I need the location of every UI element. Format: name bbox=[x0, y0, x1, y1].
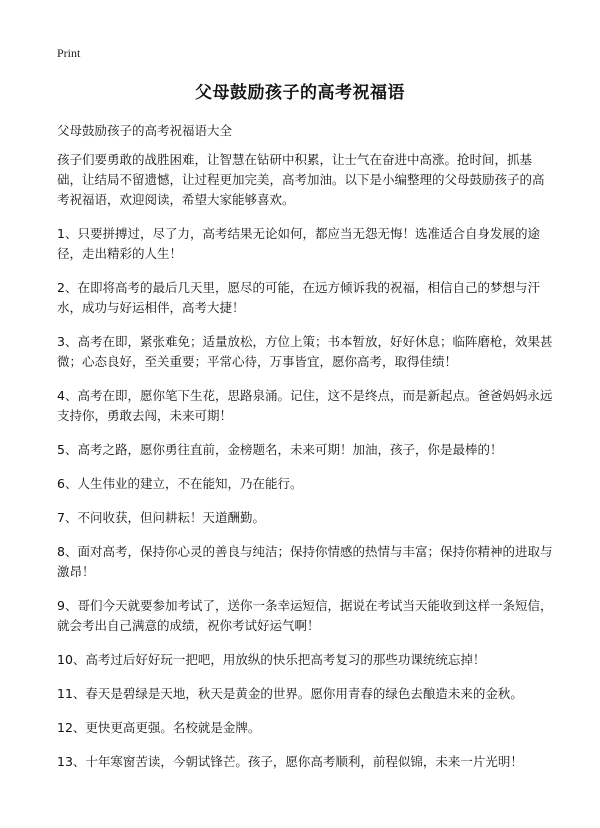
wish-item: 12、更快更高更强。名校就是金牌。 bbox=[57, 720, 261, 735]
wish-item: 1、只要拼搏过，尽了力，高考结果无论如何，都应当无怨无悔！选准适合自身发展的途径，走出精彩的人生！ bbox=[57, 226, 540, 261]
wish-item: 5、高考之路，愿你勇往直前，金榜题名，未来可期！加油，孩子，你是最棒的！ bbox=[57, 442, 503, 457]
wish-item: 4、高考在即，愿你笔下生花，思路泉涌。记住，这不是终点，而是新起点。爸爸妈妈永远支持你，勇敢去闯，未来可期！ bbox=[57, 388, 553, 423]
wish-item: 9、哥们今天就要参加考试了，送你一条幸运短信，据说在考试当天能收到这样一条短信，就会考出自己满意的成绩，祝你考试好运气啊！ bbox=[57, 598, 553, 633]
wish-item: 13、十年寒窗苦读，今朝试锋芒。孩子，愿你高考顺利，前程似锦，未来一片光明！ bbox=[57, 754, 523, 769]
wish-item: 10、高考过后好好玩一把吧，用放纵的快乐把高考复习的那些功课统统忘掉！ bbox=[57, 652, 486, 667]
wish-item: 11、春天是碧绿是天地，秋天是黄金的世界。愿你用青春的绿色去酿造未来的金秋。 bbox=[57, 686, 523, 701]
article-body bbox=[57, 150, 554, 786]
intro-paragraph: 孩子们要勇敢的战胜困难，让智慧在钻研中积累，让士气在奋进中高涨。抢时间，抓基础，让结局不留遗憾，让过程更加完美，高考加油。以下是小编整理的父母鼓励孩子的高考祝福语，欢迎阅读，希望大家能够喜欢。 bbox=[57, 152, 545, 207]
print-label: Print bbox=[57, 46, 81, 60]
wish-item: 8、面对高考，保持你心灵的善良与纯洁；保持你情感的热情与丰富；保持你精神的进取与激昂！ bbox=[57, 544, 553, 579]
page-subtitle: 父母鼓励孩子的高考祝福语大全 bbox=[57, 123, 233, 138]
wish-item: 7、不问收获，但问耕耘！天道酬勤。 bbox=[57, 510, 265, 525]
wish-item: 2、在即将高考的最后几天里，愿尽的可能，在远方倾诉我的祝福，相信自己的梦想与汗水，成功与好运相伴，高考大捷！ bbox=[57, 280, 540, 315]
wish-item: 6、人生伟业的建立，不在能知，乃在能行。 bbox=[57, 476, 303, 491]
wish-item: 3、高考在即，紧张难免；适量放松，方位上策；书本暂放，好好休息；临阵磨枪，效果甚微；心态良好，至关重要；平常心待，万事皆宜，愿你高考，取得佳绩！ bbox=[57, 334, 553, 369]
page-title: 父母鼓励孩子的高考祝福语 bbox=[195, 83, 405, 103]
